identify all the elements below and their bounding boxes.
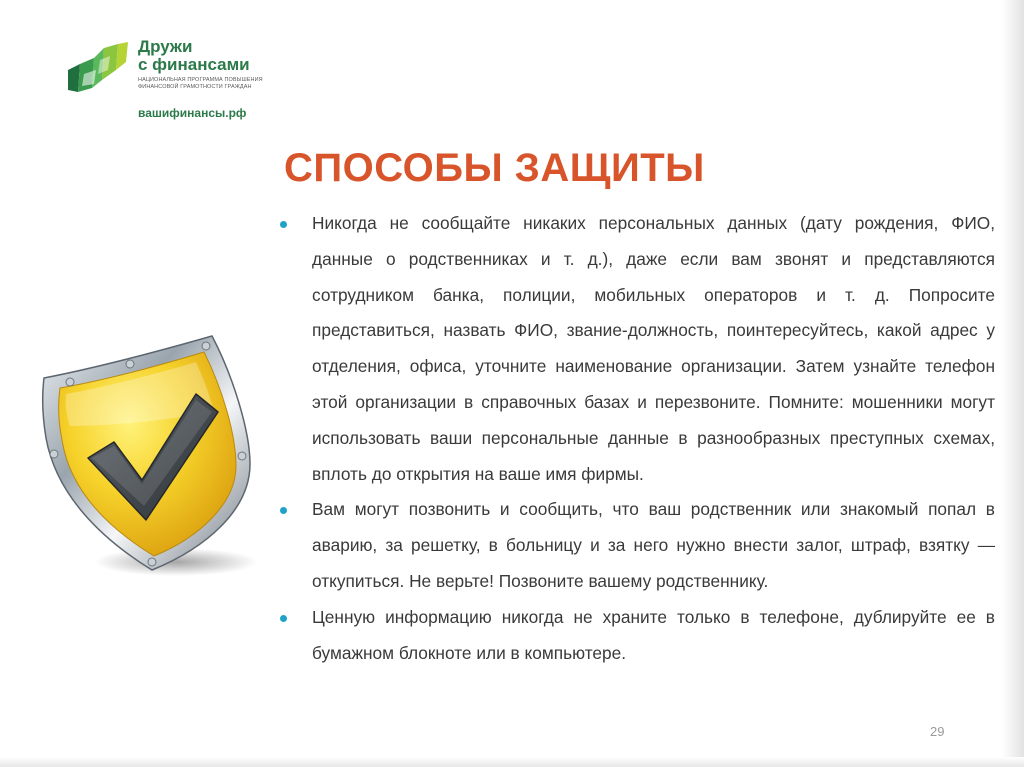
green-geometric-logo-icon: [66, 40, 130, 96]
shield-checkmark-icon: [36, 334, 260, 582]
logo-title-line1: Дружи: [138, 37, 193, 56]
logo-subtitle-line2: ФИНАНСОВОЙ ГРАМОТНОСТИ ГРАЖДАН: [138, 84, 252, 90]
logo: [66, 38, 276, 128]
bullet-dot-icon: [280, 615, 287, 622]
bullet-dot-icon: [280, 221, 287, 228]
logo-subtitle-line1: НАЦИОНАЛЬНАЯ ПРОГРАММА ПОВЫШЕНИЯ: [138, 77, 263, 83]
logo-site-link[interactable]: вашифинансы.рф: [138, 106, 247, 120]
page-edge-shadow: [1002, 0, 1024, 767]
page-bottom-shadow: [0, 757, 1024, 767]
bullet-dot-icon: [280, 507, 287, 514]
page-number: 29: [930, 724, 945, 739]
logo-title: [138, 38, 250, 74]
slide-title: СПОСОБЫ ЗАЩИТЫ: [284, 146, 705, 190]
bullet-text: Вам могут позвонить и сообщить, что ваш родственник или знакомый попал в аварию, за решетку, в больницу и за него нужно внести залог, штраф, взятку — откупиться. Не верьте! Позвоните вашему родственнику.: [312, 499, 995, 591]
bullet-text: Ценную информацию никогда не храните только в телефоне, дублируйте ее в бумажном блокноте или в компьютере.: [312, 606, 995, 663]
logo-subtitle: [138, 77, 263, 91]
logo-title-line2: с финансами: [138, 55, 250, 74]
bullet-item: [278, 492, 995, 599]
bullet-text: Никогда не сообщайте никаких персональных данных (дату рождения, ФИО, данные о родственниках и т. д.), даже если вам звонят и представляются сотрудником банка, полиции, мобильных операторов и т. д. Попросите представиться, назвать ФИО, звание-должность, поинтересуйтесь, какой адрес у отделения, офиса, уточните наименование организации. Затем узнайте телефон этой организации в справочных базах и перезвоните. Помните: мошенники могут использовать ваши персональные данные в разнообразных преступных схемах, вплоть до открытия на ваше имя фирмы.: [312, 213, 995, 484]
bullet-item: [278, 206, 995, 492]
content-bullets: [278, 206, 995, 671]
bullet-item: [278, 600, 995, 672]
